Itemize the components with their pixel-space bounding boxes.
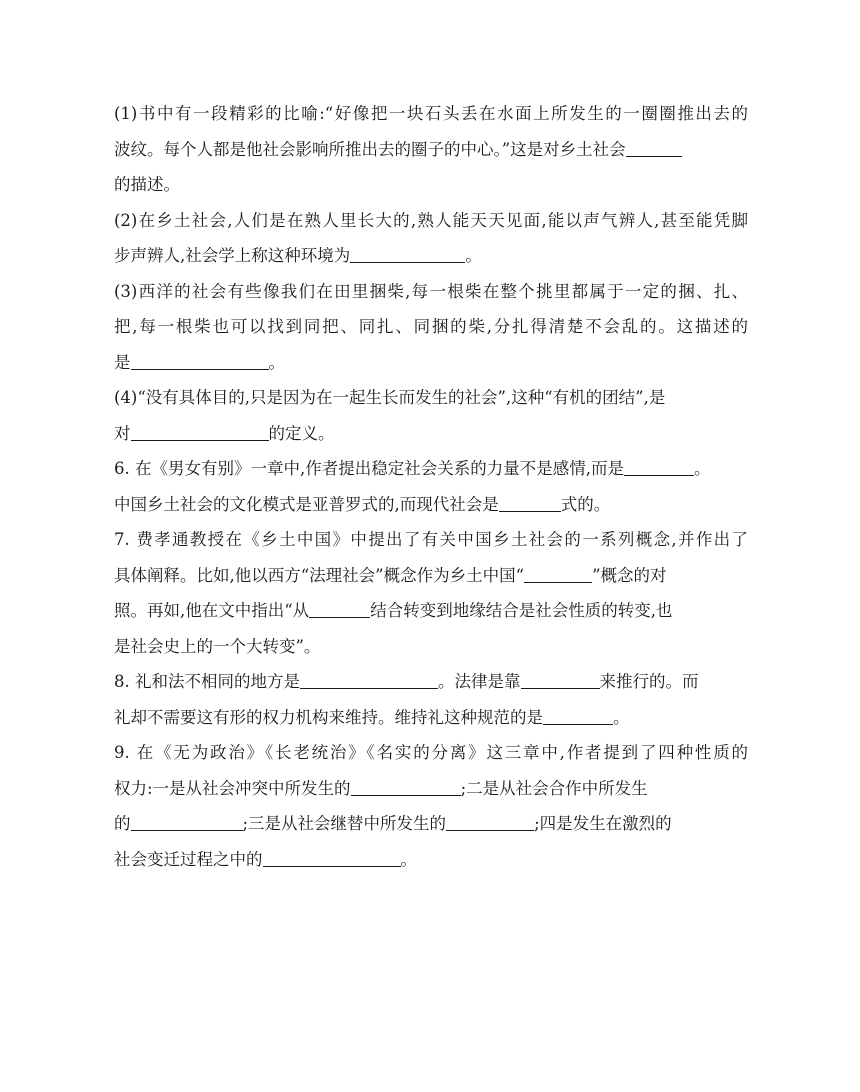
answer-blank[interactable]: [524, 581, 592, 583]
q8-text-1: 8. 礼和法不相同的地方是: [114, 672, 300, 691]
answer-blank[interactable]: [624, 474, 694, 476]
q5-p1-text-3: 的描述。: [114, 175, 180, 194]
answer-blank[interactable]: [626, 155, 682, 157]
q6-text-3: 中国乡土社会的文化模式是亚普罗式的,而现代社会是: [114, 494, 499, 514]
answer-blank[interactable]: [131, 368, 269, 370]
q9-text-8: 。: [400, 849, 417, 869]
q7-text-4: 照。再如,他在文中指出“从: [114, 601, 310, 620]
q5-p4-text-3: 的定义。: [268, 423, 335, 443]
q7-line3: [114, 593, 748, 629]
q5-p1-text-2: 波纹。每个人都是他社会影响所推出去的圈子的中心。”这是对乡土社会: [114, 139, 626, 159]
q7-text-2: 具体阐释。比如,他以西方“法理社会”概念作为乡土中国“: [114, 565, 525, 585]
answer-blank[interactable]: [309, 616, 370, 618]
q8-line2: [114, 700, 748, 736]
q5-p2-text-1: (2)在乡土社会,人们是在熟人里长大的,熟人能天天见面,能以声气辨人,甚至能凭脚: [114, 210, 748, 230]
q5-p3-text-1: (3)西洋的社会有些像我们在田里捆柴,每一根柴在整个挑里都属于一定的捆、扎、: [114, 281, 748, 301]
answer-blank[interactable]: [499, 510, 561, 512]
q5-p3-line1: [114, 274, 748, 310]
answer-blank[interactable]: [131, 829, 243, 831]
q8-line1: [114, 664, 748, 700]
answer-blank[interactable]: [543, 723, 613, 725]
q6-line1: [114, 451, 748, 487]
q6-text-1: 6. 在《男女有别》一章中,作者提出稳定社会关系的力量不是感情,而是: [114, 459, 624, 478]
q5-p3-line3: [114, 345, 748, 381]
q9-text-2: 权力:一是从社会冲突中所发生的: [114, 778, 351, 798]
q5-p1-line3: [114, 167, 748, 203]
q9-line2: [114, 771, 748, 807]
document-body: [114, 96, 748, 877]
q9-text-1: 9. 在《无为政治》《长老统治》《名实的分离》这三章中,作者提到了四种性质的: [114, 743, 748, 762]
answer-blank[interactable]: [350, 261, 465, 263]
q7-text-1: 7. 费孝通教授在《乡土中国》中提出了有关中国乡土社会的一系列概念,并作出了: [114, 530, 748, 549]
answer-blank[interactable]: [446, 829, 534, 831]
q5-p4-line1: [114, 380, 748, 416]
q5-p1-text-1: (1)书中有一段精彩的比喻:“好像把一块石头丢在水面上所发生的一圈圈推出去的: [114, 104, 748, 123]
q5-p4-text-1: (4)“没有具体目的,只是因为在一起生长而发生的社会”,这种“有机的团结”,是: [114, 388, 666, 407]
q7-text-5: 结合转变到地缘结合是社会性质的转变,也: [370, 601, 673, 620]
q7-text-6: 是社会史上的一个大转变”。: [114, 636, 321, 656]
q7-line4: [114, 629, 748, 665]
q7-line1: [114, 522, 748, 558]
q6-text-2: 。: [693, 459, 711, 478]
q5-p3-text-2: 把,每一根柴也可以找到同把、同扎、同捆的柴,分扎得清楚不会乱的。这描述的: [114, 317, 748, 336]
q5-p1-line1: [114, 96, 748, 132]
q8-text-4: 礼却不需要这有形的权力机构来维持。维持礼这种规范的是: [114, 707, 543, 727]
answer-blank[interactable]: [521, 687, 600, 689]
q6-line2: [114, 487, 748, 523]
q9-text-5: ;三是从社会继替中所发生的: [242, 814, 447, 833]
q9-line3: [114, 806, 748, 842]
q5-p2-line2: [114, 238, 748, 274]
q8-text-5: 。: [613, 707, 630, 727]
q5-p3-text-4: 。: [268, 352, 285, 372]
q7-text-3: ”概念的对: [592, 565, 667, 585]
q9-text-3: ;二是从社会合作中所发生: [460, 778, 648, 798]
q5-p1-line2: [114, 132, 748, 168]
answer-blank[interactable]: [263, 865, 401, 867]
q5-p4-line2: [114, 416, 748, 452]
q5-p2-line1: [114, 203, 748, 239]
q9-text-6: ;四是发生在激烈的: [534, 814, 672, 833]
q5-p2-text-2: 步声辨人,社会学上称这种环境为: [114, 246, 351, 265]
answer-blank[interactable]: [300, 687, 438, 689]
q5-p3-text-3: 是: [114, 352, 131, 372]
q5-p2-text-3: 。: [465, 246, 482, 265]
q9-line4: [114, 842, 748, 878]
answer-blank[interactable]: [351, 794, 461, 796]
q8-text-2: 。法律是靠: [438, 672, 521, 691]
q5-p4-text-2: 对: [114, 423, 131, 443]
q9-line1: [114, 735, 748, 771]
q8-text-3: 来推行的。而: [599, 672, 699, 691]
q7-line2: [114, 558, 748, 594]
q9-text-7: 社会变迁过程之中的: [114, 849, 263, 869]
q9-text-4: 的: [114, 814, 131, 833]
answer-blank[interactable]: [131, 439, 269, 441]
q5-p3-line2: [114, 309, 748, 345]
q6-text-4: 式的。: [560, 494, 611, 514]
